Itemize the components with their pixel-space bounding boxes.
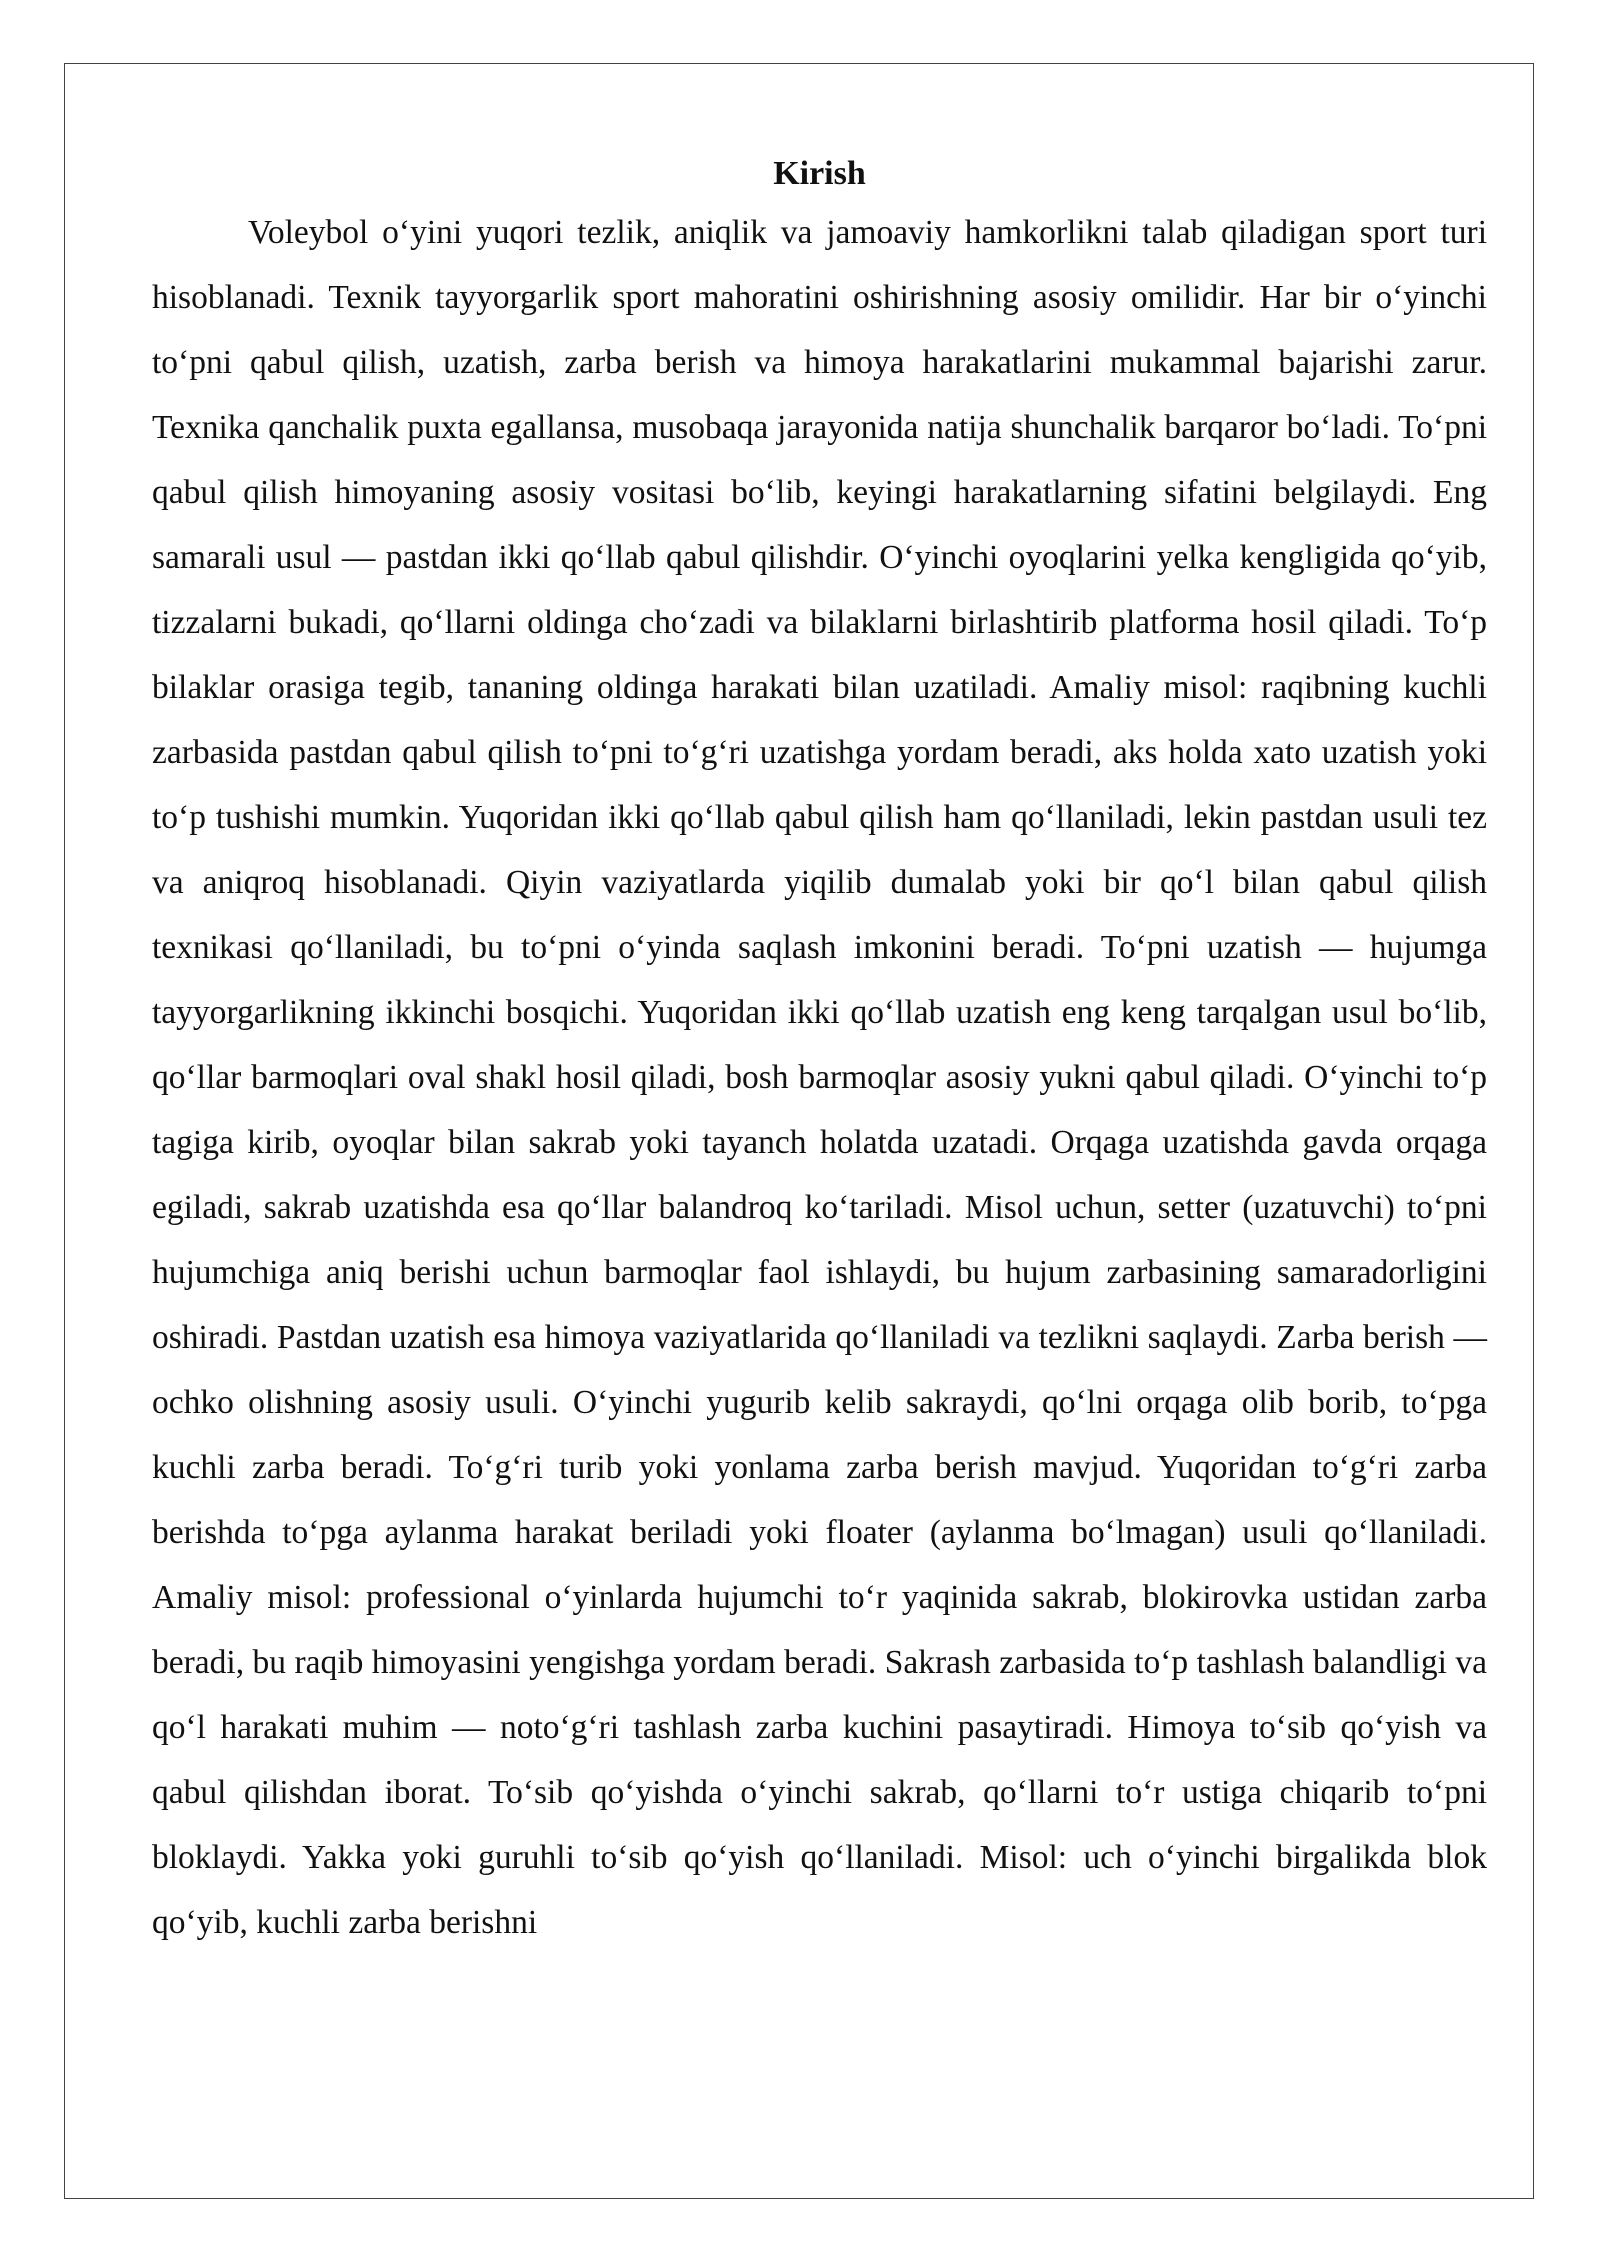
document-content: [152, 148, 1487, 1955]
document-title: Kirish: [773, 155, 866, 192]
body-paragraph: Voleybol o‘yini yuqori tezlik, aniqlik va jamoaviy hamkorlikni talab qiladigan sport turi hisoblanadi. Texnik tayyorgarlik sport mahoratini oshirishning asosiy omilidir. Har bir o‘yinchi to‘pni qabul qilish, uzatish, zarba berish va himoya harakatlarini mukammal bajarishi zarur. Texnika qanchalik puxta egallansa, musobaqa jarayonida natija shunchalik barqaror bo‘ladi. To‘pni qabul qilish himoyaning asosiy vositasi bo‘lib, keyingi harakatlarning sifatini belgilaydi. Eng samarali usul — pastdan ikki qo‘llab qabul qilishdir. O‘yinchi oyoqlarini yelka kengligida qo‘yib, tizzalarni bukadi, qo‘llarni oldinga cho‘zadi va bilaklarni birlashtirib platforma hosil qiladi. To‘p bilaklar orasiga tegib, tananing oldinga harakati bilan uzatiladi. Amaliy misol: raqibning kuchli zarbasida pastdan qabul qilish to‘pni to‘g‘ri uzatishga yordam beradi, aks holda xato uzatish yoki to‘p tushishi mumkin. Yuqoridan ikki qo‘llab qabul qilish ham qo‘llaniladi, lekin pastdan usuli tez va aniqroq hisoblanadi. Qiyin vaziyatlarda yiqilib dumalab yoki bir qo‘l bilan qabul qilish texnikasi qo‘llaniladi, bu to‘pni o‘yinda saqlash imkonini beradi. To‘pni uzatish — hujumga tayyorgarlikning ikkinchi bosqichi. Yuqoridan ikki qo‘llab uzatish eng keng tarqalgan usul bo‘lib, qo‘llar barmoqlari oval shakl hosil qiladi, bosh barmoqlar asosiy yukni qabul qiladi. O‘yinchi to‘p tagiga kirib, oyoqlar bilan sakrab yoki tayanch holatda uzatadi. Orqaga uzatishda gavda orqaga egiladi, sakrab uzatishda esa qo‘llar balandroq ko‘tariladi. Misol uchun, setter (uzatuvchi) to‘pni hujumchiga aniq berishi uchun barmoqlar faol ishlaydi, bu hujum zarbasining samaradorligini oshiradi. Pastdan uzatish esa himoya vaziyatlarida qo‘llaniladi va tezlikni saqlaydi. Zarba berish — ochko olishning asosiy usuli. O‘yinchi yugurib kelib sakraydi, qo‘lni orqaga olib borib, to‘pga kuchli zarba beradi. To‘g‘ri turib yoki yonlama zarba berish mavjud. Yuqoridan to‘g‘ri zarba berishda to‘pga aylanma harakat beriladi yoki floater (aylanma bo‘lmagan) usuli qo‘llaniladi. Amaliy misol: professional o‘yinlarda hujumchi to‘r yaqinida sakrab, blokirovka ustidan zarba beradi, bu raqib himoyasini yengishga yordam beradi. Sakrash zarbasida to‘p tashlash balandligi va qo‘l harakati muhim — noto‘g‘ri tashlash zarba kuchini pasaytiradi. Himoya to‘sib qo‘yish va qabul qilishdan iborat. To‘sib qo‘yishda o‘yinchi sakrab, qo‘llarni to‘r ustiga chiqarib to‘pni bloklaydi. Yakka yoki guruhli to‘sib qo‘yish qo‘llaniladi. Misol: uch o‘yinchi birgalikda blok qo‘yib, kuchli zarba berishni: [152, 214, 1487, 1941]
